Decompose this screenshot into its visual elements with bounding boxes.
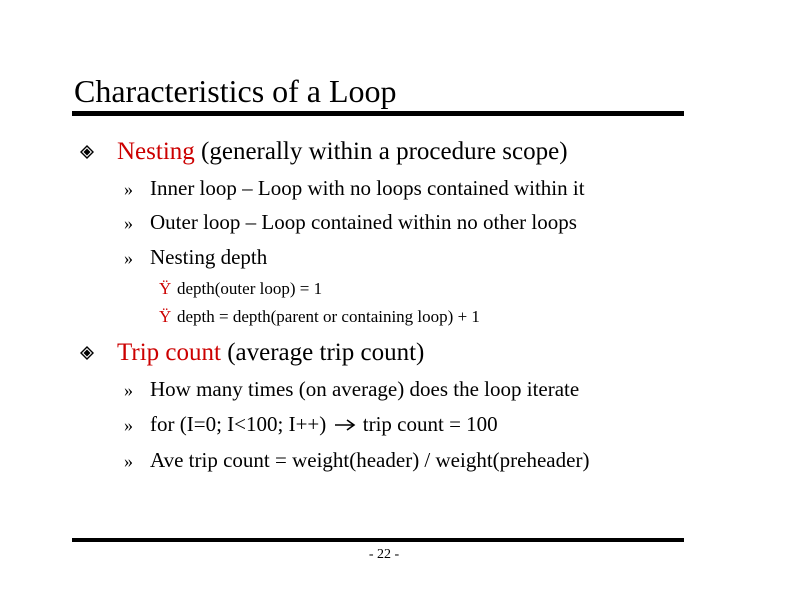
sub-list-item-text: depth = depth(parent or containing loop) + 1 <box>177 307 480 326</box>
list-item <box>124 447 589 474</box>
list-item <box>124 376 579 403</box>
title-divider <box>72 111 684 116</box>
right-arrow-icon <box>332 418 358 432</box>
heading-rest: (generally within a procedure scope) <box>194 138 568 165</box>
list-marker: » <box>124 213 133 233</box>
page-number: - 22 - <box>368 547 400 562</box>
list-marker: » <box>124 380 133 400</box>
heading-keyword: Nesting <box>117 138 195 165</box>
list-item-text-before-arrow: for (I=0; I<100; I++) <box>150 412 327 436</box>
list-item-text: Outer loop – Loop contained within no other loops <box>150 210 577 234</box>
slide-title: Characteristics of a Loop <box>74 73 397 109</box>
sub-list-marker: Ÿ <box>159 279 172 298</box>
list-marker: » <box>124 179 133 199</box>
list-marker: » <box>124 248 133 268</box>
sub-list-item <box>159 278 322 300</box>
list-item <box>124 209 577 236</box>
list-item-text: Ave trip count = weight(header) / weight(preheader) <box>150 448 590 472</box>
list-item <box>124 244 267 271</box>
section-heading-trip-count <box>117 338 424 368</box>
list-marker: » <box>124 451 133 471</box>
list-item <box>124 175 585 202</box>
sub-list-marker: Ÿ <box>159 307 172 326</box>
list-item-text-after-arrow: trip count = 100 <box>357 412 498 436</box>
list-marker: » <box>124 415 133 435</box>
diamond-bullet-icon <box>80 346 94 360</box>
list-item-text: Inner loop – Loop with no loops contained within it <box>150 176 585 200</box>
diamond-bullet-icon <box>80 145 94 159</box>
sub-list-item <box>159 306 480 328</box>
section-heading-nesting <box>117 137 568 167</box>
sub-list-item-text: depth(outer loop) = 1 <box>177 279 323 298</box>
list-item-text: How many times (on average) does the loop iterate <box>150 377 580 401</box>
heading-rest: (average trip count) <box>220 339 425 366</box>
list-item <box>124 411 498 438</box>
list-item-text: Nesting depth <box>150 245 268 269</box>
heading-keyword: Trip count <box>117 339 221 366</box>
footer-divider <box>72 538 684 542</box>
